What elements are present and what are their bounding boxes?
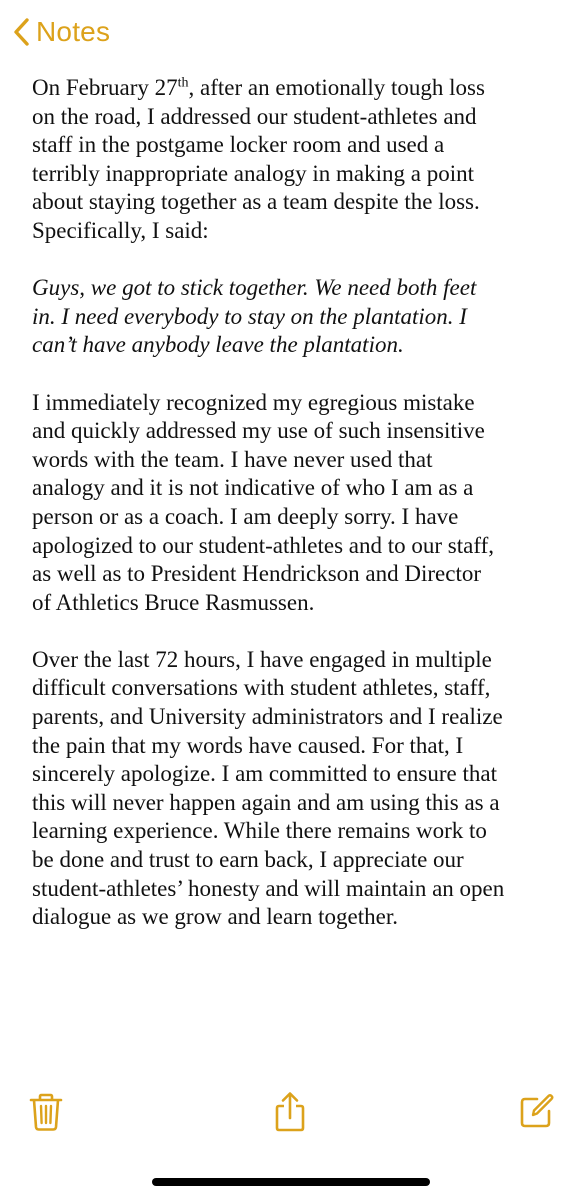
note-quote: Guys, we got to stick together. We need both feet in. I need everybody to stay on the plantation. I can’t have anybody leave the plantation. — [32, 275, 477, 358]
compose-button[interactable] — [512, 1090, 560, 1138]
note-paragraph-3: Over the last 72 hours, I have engaged in multiple difficult conversations with student athletes, staff, parents, and University administrators and I realize the pain that my words have caused. For that, I sincerely apologize. I am committed to ensure that this will never happen again and am using this as a learning experience. While there remains work to be done and trust to earn back, I appreciate our student-athletes’ honesty and will maintain an open dialogue as we grow and learn together. — [32, 646, 505, 930]
bottom-toolbar — [0, 1080, 582, 1150]
note-paragraph-1 — [32, 74, 562, 246]
navigation-bar — [0, 0, 582, 64]
compose-icon — [517, 1093, 555, 1136]
note-body[interactable] — [32, 74, 562, 960]
note-paragraph-2: I immediately recognized my egregious mistake and quickly addressed my use of such insensitive words with the team. I have never used that analogy and it is not indicative of who I am as a person or as a coach. I am deeply sorry. I have apologized to our student-athletes and to our staff, as well as to President Hendrickson and Director of Athletics Bruce Rasmussen. — [32, 389, 495, 615]
home-indicator — [152, 1178, 430, 1186]
back-button[interactable] — [12, 12, 110, 52]
note-p1-superscript: th — [177, 75, 189, 91]
share-icon — [272, 1090, 308, 1139]
delete-button[interactable] — [22, 1090, 70, 1138]
chevron-left-icon — [12, 17, 30, 47]
share-button[interactable] — [266, 1090, 314, 1138]
note-p1-rest: , after an emotionally tough loss on the road, I addressed our student-athletes and staff in the postgame locker room and used a terribly inappropriate analogy in making a point about staying together as a team despite the loss. Specifically, I said: — [32, 75, 485, 243]
back-label: Notes — [36, 16, 111, 47]
note-p1-prefix: On February 27 — [32, 75, 178, 100]
trash-icon — [28, 1092, 64, 1137]
